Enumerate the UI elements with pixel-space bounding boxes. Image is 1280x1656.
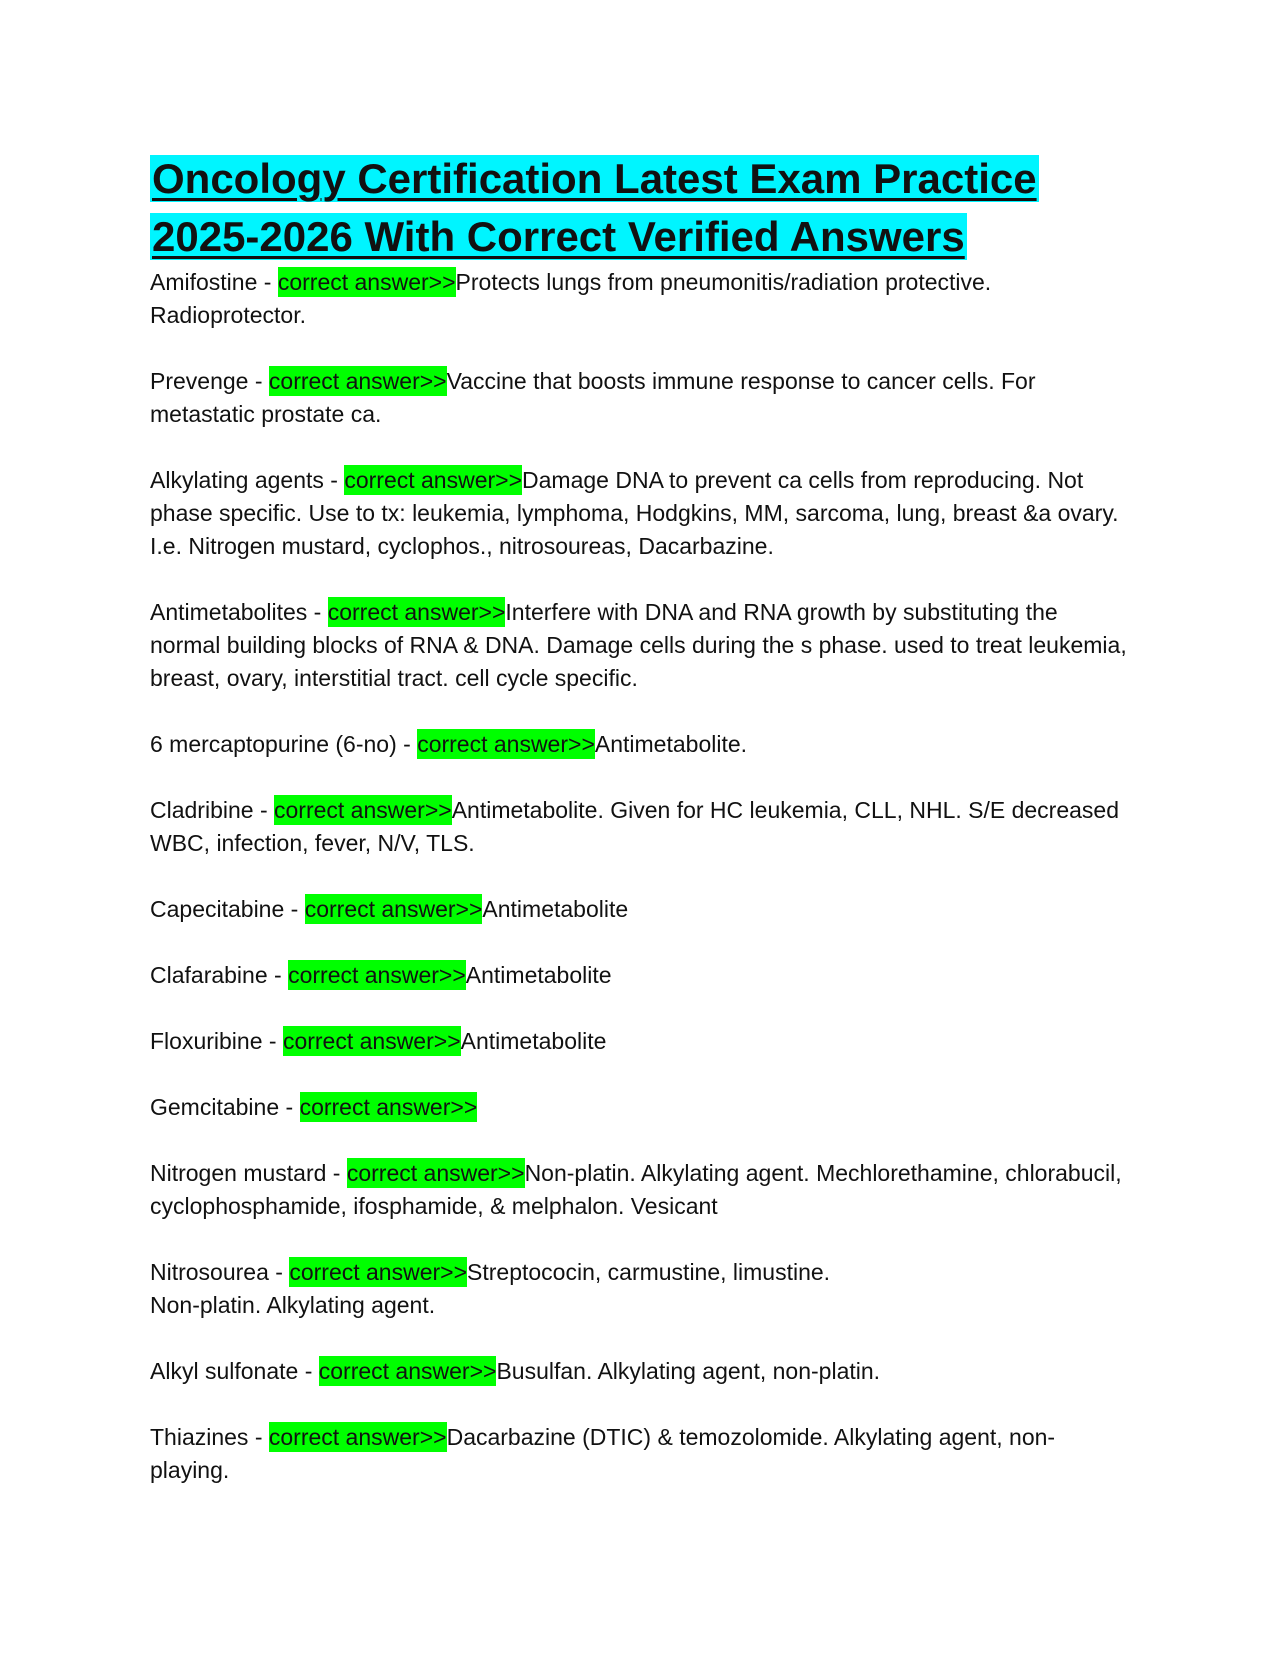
document-page <box>150 150 1130 1520</box>
qa-item <box>150 464 1130 563</box>
qa-term: Prevenge - <box>150 368 269 394</box>
qa-term: Alkyl sulfonate - <box>150 1358 319 1384</box>
qa-answer: Dacarbazine (DTIC) & temozolomide. Alkylating agent, non-playing. <box>150 1424 1056 1483</box>
qa-answer: Antimetabolite <box>460 1028 607 1054</box>
qa-term: Cladribine - <box>150 797 274 823</box>
qa-term: Antimetabolites - <box>150 599 328 625</box>
qa-item <box>150 1355 1130 1388</box>
qa-answer: Protects lungs from pneumonitis/radiation protective. Radioprotector. <box>150 269 992 328</box>
qa-term: Clafarabine - <box>150 962 289 988</box>
qa-term: Nitrosourea - <box>150 1259 290 1285</box>
answer-marker: correct answer>> <box>274 797 452 823</box>
qa-answer: Vaccine that boosts immune response to cancer cells. For metastatic prostate ca. <box>150 368 1036 427</box>
title-line-1: Oncology Certification Latest Exam Practice <box>152 155 1037 202</box>
qa-item <box>150 1421 1130 1487</box>
answer-marker: correct answer>> <box>346 1160 525 1186</box>
qa-answer-line2: Non-platin. Alkylating agent. <box>150 1292 436 1318</box>
answer-marker: correct answer>> <box>282 1028 461 1054</box>
qa-item <box>150 266 1130 332</box>
answer-marker: correct answer>> <box>299 1094 478 1120</box>
qa-item <box>150 1256 1130 1322</box>
qa-answer: Busulfan. Alkylating agent, non-platin. <box>496 1358 881 1384</box>
answer-marker: correct answer>> <box>327 599 506 625</box>
answer-marker: correct answer>> <box>277 269 456 295</box>
qa-answer: Non-platin. Alkylating agent. Mechlorethamine, chlorabucil, cyclophosphamide, ifosphamide, & melphalon. Vesicant <box>150 1160 1122 1219</box>
qa-term: Capecitabine - <box>150 896 305 922</box>
qa-item <box>150 365 1130 431</box>
answer-marker: correct answer>> <box>289 1259 468 1285</box>
qa-term: Amifostine - <box>150 269 278 295</box>
qa-term: 6 mercaptopurine (6-no) - <box>150 731 418 757</box>
qa-answer: Streptococin, carmustine, limustine. <box>467 1259 831 1285</box>
qa-item <box>150 794 1130 860</box>
qa-item <box>150 1025 1130 1058</box>
answer-marker: correct answer>> <box>344 467 523 493</box>
qa-list <box>150 266 1130 1487</box>
qa-term: Gemcitabine - <box>150 1094 300 1120</box>
qa-item <box>150 893 1130 926</box>
qa-term: Alkylating agents - <box>150 467 345 493</box>
qa-item <box>150 959 1130 992</box>
page-title <box>150 150 1130 266</box>
qa-answer: Antimetabolite. Given for HC leukemia, CLL, NHL. S/E decreased WBC, infection, fever, N/V, TLS. <box>150 797 1120 856</box>
answer-marker: correct answer>> <box>318 1358 497 1384</box>
qa-answer: Antimetabolite. <box>594 731 748 757</box>
qa-item <box>150 596 1130 695</box>
qa-term: Thiazines - <box>150 1424 269 1450</box>
answer-marker: correct answer>> <box>268 368 447 394</box>
qa-item <box>150 1157 1130 1223</box>
qa-term: Floxuribine - <box>150 1028 283 1054</box>
answer-marker: correct answer>> <box>417 731 595 757</box>
title-line-2: 2025-2026 With Correct Verified Answers <box>152 213 965 260</box>
answer-marker: correct answer>> <box>268 1424 447 1450</box>
qa-answer: Antimetabolite <box>482 896 629 922</box>
qa-term: Nitrogen mustard - <box>150 1160 347 1186</box>
qa-item <box>150 1091 1130 1124</box>
qa-answer: Damage DNA to prevent ca cells from reproducing. Not phase specific. Use to tx: leukemia, lymphoma, Hodgkins, MM, sarcoma, lung, breast &a ovary. I.e. Nitrogen mustard, cyclophos., nitrosoureas, Dacarbazine. <box>150 467 1119 559</box>
answer-marker: correct answer>> <box>304 896 483 922</box>
qa-answer: Interfere with DNA and RNA growth by substituting the normal building blocks of RNA & DNA. Damage cells during the s phase. used to treat leukemia, breast, ovary, interstitial tract. cell cycle specific. <box>150 599 1127 691</box>
qa-item <box>150 728 1130 761</box>
answer-marker: correct answer>> <box>288 962 466 988</box>
qa-answer: Antimetabolite <box>465 962 612 988</box>
